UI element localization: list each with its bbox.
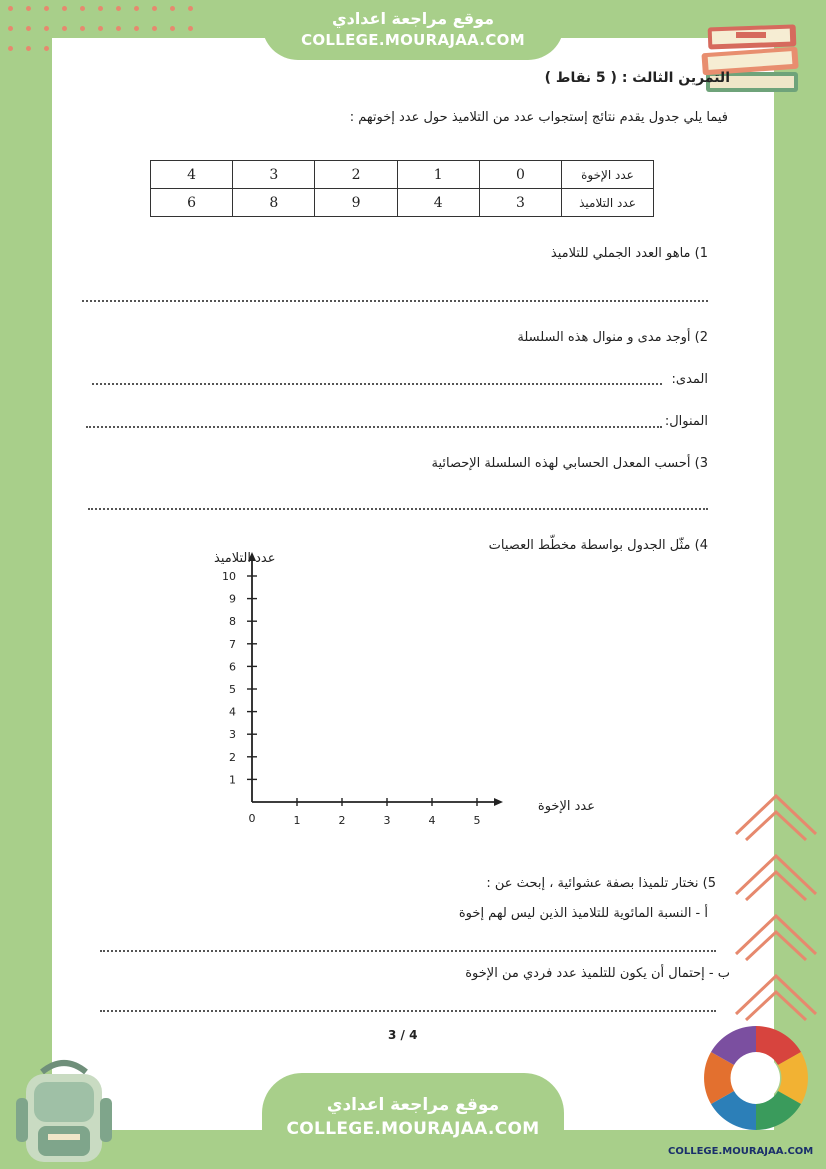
footer-brand-tab <box>262 1073 564 1169</box>
y-tick-label: 5 <box>229 683 236 696</box>
decor-dot <box>134 26 139 31</box>
y-tick-label: 4 <box>229 705 236 719</box>
decor-dot <box>98 6 103 11</box>
table-cell: 2 <box>315 161 397 189</box>
x-tick-label: 2 <box>338 814 346 827</box>
x-tick-label: 5 <box>473 814 481 827</box>
decor-dot <box>44 6 49 11</box>
row-header-siblings: عدد الإخوة <box>562 161 654 189</box>
decor-dot <box>26 26 31 31</box>
question-2: 2) أوجد مدى و منوال هذه السلسلة <box>517 330 708 345</box>
answer-line[interactable] <box>82 300 708 302</box>
exercise-intro: فيما يلي جدول يقدم نتائج إستجواب عدد من التلاميذ حول عدد إخوتهم : <box>349 110 728 125</box>
bar-chart-axes[interactable] <box>200 548 610 838</box>
table-cell: 3 <box>479 189 561 217</box>
decor-dot <box>80 26 85 31</box>
y-tick-label: 7 <box>229 637 236 651</box>
x-tick-label: 1 <box>293 814 301 827</box>
origin-label: 0 <box>248 812 256 825</box>
decor-dot <box>8 46 13 51</box>
decor-dot <box>188 26 193 31</box>
table-cell: 6 <box>151 189 233 217</box>
y-tick-label: 1 <box>229 773 236 787</box>
mode-answer-line[interactable] <box>86 426 662 428</box>
x-tick-label: 3 <box>383 814 391 827</box>
exercise-title: التمرين الثالث : ( 5 نقاط ) <box>544 70 730 86</box>
y-tick-label: 10 <box>222 570 236 583</box>
logo-caption: COLLEGE.MOURAJAA.COM <box>668 1146 814 1157</box>
site-logo-icon <box>694 1022 818 1140</box>
y-axis-label: عدد التلاميذ <box>214 551 276 566</box>
decor-dot <box>62 26 67 31</box>
question-5a: أ - النسبة المائوية للتلاميذ الذين ليس لهم إخوة <box>458 906 708 921</box>
decor-dot <box>98 26 103 31</box>
table-cell: 0 <box>479 161 561 189</box>
question-3: 3) أحسب المعدل الحسابي لهذه السلسلة الإحصائية <box>431 456 708 471</box>
range-label: المدى: <box>671 372 708 387</box>
decor-dot <box>134 6 139 11</box>
decor-dot <box>152 6 157 11</box>
page-number: 3 / 4 <box>388 1028 418 1042</box>
site-url-link[interactable]: COLLEGE.MOURAJAA.COM <box>286 1119 540 1139</box>
table-row <box>151 189 654 217</box>
decor-dot <box>188 6 193 11</box>
decor-dot <box>26 46 31 51</box>
y-tick-label: 9 <box>229 592 236 606</box>
decor-dot <box>152 26 157 31</box>
range-answer-line[interactable] <box>92 383 662 385</box>
answer-line[interactable] <box>100 950 716 952</box>
site-name: موقع مراجعة اعدادي <box>331 9 495 28</box>
y-tick-label: 3 <box>229 728 236 742</box>
decor-dot <box>44 26 49 31</box>
table-cell: 4 <box>397 189 479 217</box>
decor-dot <box>170 6 175 11</box>
table-row <box>151 161 654 189</box>
decor-dot <box>8 26 13 31</box>
table-cell: 3 <box>233 161 315 189</box>
table-cell: 4 <box>151 161 233 189</box>
header-brand-tab <box>262 0 564 60</box>
table-cell: 8 <box>233 189 315 217</box>
books-icon <box>700 10 810 100</box>
backpack-icon <box>12 1054 116 1166</box>
question-5: 5) نختار تلميذا بصفة عشوائية ، إبحث عن : <box>486 876 716 891</box>
table-cell: 9 <box>315 189 397 217</box>
decor-dot <box>80 6 85 11</box>
decor-dot <box>116 26 121 31</box>
y-tick-label: 8 <box>229 615 236 629</box>
decor-dot <box>44 46 49 51</box>
x-tick-label: 4 <box>428 814 436 827</box>
row-header-students: عدد التلاميذ <box>562 189 654 217</box>
answer-line[interactable] <box>100 1010 716 1012</box>
decor-dot <box>116 6 121 11</box>
question-1: 1) ماهو العدد الجملي للتلاميذ <box>550 246 708 261</box>
y-tick-label: 2 <box>229 750 236 764</box>
chevron-up-icon <box>732 790 822 1030</box>
y-tick-label: 6 <box>229 660 236 674</box>
decor-dot <box>8 6 13 11</box>
answer-line[interactable] <box>88 508 708 510</box>
site-url-link[interactable]: COLLEGE.MOURAJAA.COM <box>301 31 525 49</box>
decor-dot <box>62 6 67 11</box>
decor-dot <box>26 6 31 11</box>
siblings-table <box>150 160 654 217</box>
decor-dot <box>170 26 175 31</box>
question-5b: ب - إحتمال أن يكون للتلميذ عدد فردي من الإخوة <box>465 966 730 981</box>
x-axis-arrow <box>494 798 503 806</box>
x-axis-label: عدد الإخوة <box>537 799 595 814</box>
question-4: 4) مثّل الجدول بواسطة مخطّط العصيات <box>488 538 708 553</box>
table-cell: 1 <box>397 161 479 189</box>
mode-label: المنوال: <box>664 414 708 429</box>
site-name: موقع مراجعة اعدادي <box>326 1095 500 1115</box>
